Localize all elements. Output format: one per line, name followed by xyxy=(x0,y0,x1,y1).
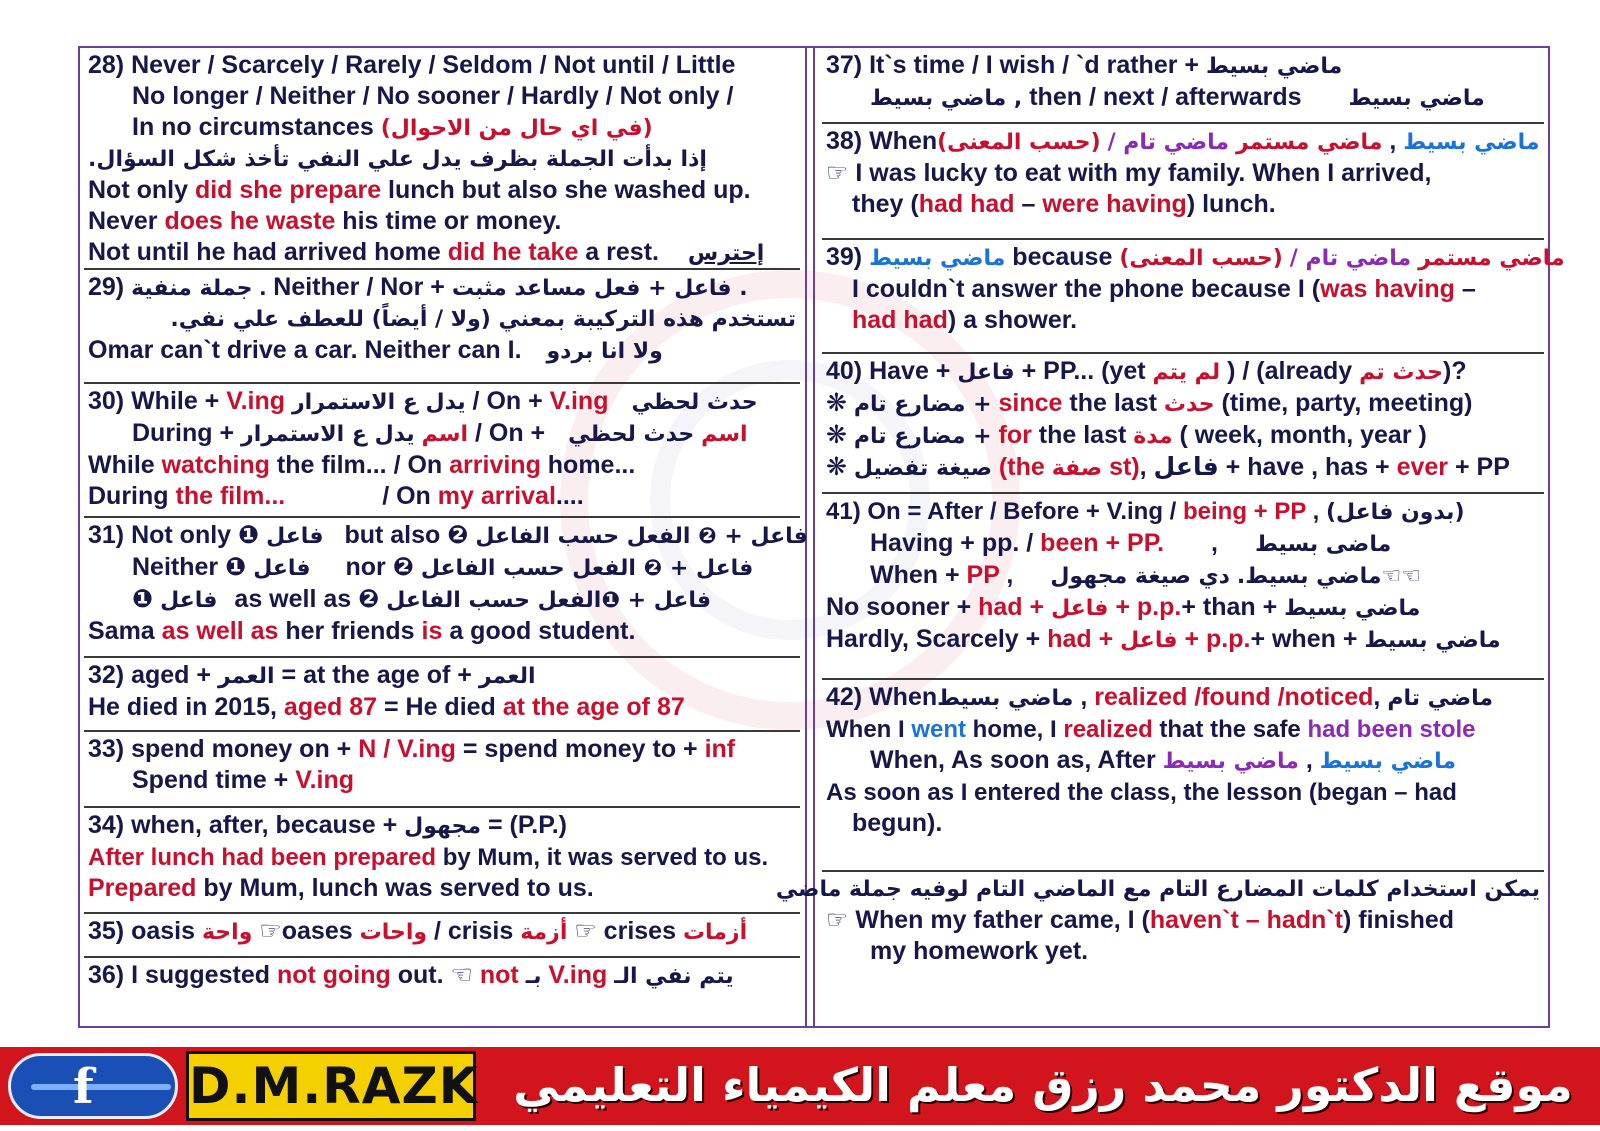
rule-32 xyxy=(84,658,800,732)
rule-36 xyxy=(84,958,800,1002)
rule-41 xyxy=(822,494,1544,680)
rule-42-example: When I went home, I realized that the safe had been stole xyxy=(826,716,1476,743)
rule-29-heading: 29) جملة منفية . Neither / Nor + فاعل + فعل مساعد مثبت . xyxy=(88,273,748,301)
rule-29-arabic-note: تستخدم هذه التركيبة بمعني (ولا / أيضاً) للعطف علي نفي. xyxy=(170,307,796,332)
rule-37-line1: 37) It`s time / I wish / `d rather + ماضي بسيط xyxy=(826,51,1343,79)
rule-32-example: He died in 2015, aged 87 = He died at the age of 87 xyxy=(88,693,685,721)
rule-30-line1: 30) While + V.ing يدل ع الاستمرار / On + V.ing حدث لحظي xyxy=(88,387,758,415)
rule-42-line3: When, As soon as, After ماضي بسيط , ماضي بسيط xyxy=(870,746,1456,774)
rule-28-line3: In no circumstances (في اي حال من الاحوال) xyxy=(132,113,653,141)
rule-29-example: Omar can`t drive a car. Neither can I. ولا انا بردو xyxy=(88,336,663,364)
rule-42-line1: 42) Whenماضي بسيط , realized /found /noticed, ماضي تام xyxy=(826,683,1494,711)
rule-30-example-2: During the film... / On my arrival.... xyxy=(88,482,584,510)
rule-41-line2: Having + pp. / been + PP. , ماضى بسيط xyxy=(870,529,1392,557)
rule-40-line1: 40) Have + فاعل + PP... (yet لم يتم ) / (already حدث تم)? xyxy=(826,357,1467,385)
rule-32-line1: 32) aged + العمر = at the age of + العمر xyxy=(88,661,536,689)
rule-31-line1: 31) Not only ❶ فاعل but also ❷ فاعل + ❷ الفعل حسب الفاعل xyxy=(88,521,808,549)
rule-35-line: 35) oasis واحة ☞oases واحات / crisis أزمة ☞ crises أزمات xyxy=(88,917,748,945)
rule-39-line1: 39) ماضي بسيط because ماضي مستمر ماضي تام / (حسب المعنى) xyxy=(826,243,1565,271)
rule-28-example-1: Not only did she prepare lunch but also she washed up. xyxy=(88,176,751,204)
rule-31-line3: ❶ فاعل as well as ❷ فاعل + ❶الفعل حسب الفاعل xyxy=(132,585,712,613)
rule-31 xyxy=(84,518,808,658)
rule-38-line1: 38) When ماضي بسيط , ماضي مستمر ماضي تام / (حسب المعنى) xyxy=(826,127,1540,155)
left-column xyxy=(84,48,808,1002)
rule-40-superlative: ❋ صيغة تفضيل (the صفة st), فاعل + have , has + ever + PP xyxy=(826,453,1510,481)
rule-38-example-2: they (had had – were having) lunch. xyxy=(852,190,1276,218)
rule-33 xyxy=(84,732,800,808)
rule-43-example-cont: my homework yet. xyxy=(870,937,1089,965)
rule-43-example: ☞ When my father came, I (haven`t – hadn`t) finished xyxy=(826,906,1455,934)
rule-41-line1: 41) On = After / Before + V.ing / being + PP , (بدون فاعل) xyxy=(826,498,1465,525)
rule-30 xyxy=(84,384,800,518)
footer-title: موقع الدكتور محمد رزق معلم الكيمياء التعليمي xyxy=(513,1058,1573,1112)
rule-33-line1: 33) spend money on + N / V.ing = spend money to + inf xyxy=(88,735,736,763)
brand-logo: D.M.RAZK xyxy=(186,1051,476,1121)
rule-37 xyxy=(822,48,1544,124)
rule-30-line2: During + اسم يدل ع الاستمرار / On + اسم حدث لحظي xyxy=(132,419,748,447)
facebook-icon[interactable] xyxy=(8,1053,178,1119)
rule-34-line1: 34) when, after, because + مجهول = (P.P.) xyxy=(88,811,567,839)
rule-30-example-1: While watching the film... / On arriving home... xyxy=(88,451,636,479)
rule-42 xyxy=(822,680,1544,872)
rule-35 xyxy=(84,914,800,958)
caution-note: إحترس xyxy=(687,241,765,266)
rule-34-example-2: Prepared by Mum, lunch was served to us. xyxy=(88,874,594,902)
rule-29 xyxy=(84,270,800,384)
footer-banner xyxy=(0,1047,1600,1125)
rule-39 xyxy=(822,240,1565,354)
rule-38-example-1: ☞ I was lucky to eat with my family. When I arrived, xyxy=(826,159,1432,187)
rule-33-line2: Spend time + V.ing xyxy=(132,766,355,794)
rule-34 xyxy=(84,808,800,914)
rule-28-example-2: Never does he waste his time or money. xyxy=(88,207,562,235)
rule-31-line2: Neither ❶ فاعل nor ❷ فاعل + ❷ الفعل حسب الفاعل xyxy=(132,553,754,581)
rule-39-example-1: I couldn`t answer the phone because I (was having – xyxy=(852,275,1476,303)
rule-38 xyxy=(822,124,1544,240)
rule-28-example-3: Not until he had arrived home did he take a rest. إحترس xyxy=(88,238,765,266)
rule-36-line: 36) I suggested not going out. ☜ not بـ V.ing يتم نفي الـ xyxy=(88,961,734,989)
rule-28 xyxy=(84,48,800,270)
rule-40-since: ❋ مضارع تام + since the last حدث (time, party, meeting) xyxy=(826,389,1473,417)
rule-41-hardly: Hardly, Scarcely + had + فاعل + p.p.+ when + ماضي بسيط xyxy=(826,625,1501,653)
rule-31-example: Sama as well as her friends is a good student. xyxy=(88,617,636,645)
rule-28-line2: No longer / Neither / No sooner / Hardly / Not only / xyxy=(132,82,734,110)
rule-41-line3: When + PP , ماضي بسيط. دي صيغة مجهول☜☜ xyxy=(870,561,1421,589)
rule-39-example-2: had had) a shower. xyxy=(852,306,1078,334)
rule-42-example-2-cont: begun). xyxy=(852,809,943,837)
rule-42-example-2: As soon as I entered the class, the lesson (began – had xyxy=(826,779,1457,806)
rule-28-heading: 28) Never / Scarcely / Rarely / Seldom / Not until / Little xyxy=(88,51,736,79)
rule-34-example-1: After lunch had been prepared by Mum, it was served to us. xyxy=(88,844,769,871)
rule-43-arabic-note: يمكن استخدام كلمات المضارع التام مع الماضي التام لوفيه جملة ماضي xyxy=(775,877,1540,902)
facebook-letter: f xyxy=(73,1059,94,1115)
rule-40-for: ❋ مضارع تام + for the last مدة ( week, month, year ) xyxy=(826,421,1427,449)
rule-41-no-sooner: No sooner + had + فاعل + p.p.+ than + ماضي بسيط xyxy=(826,593,1421,621)
right-column xyxy=(775,48,1565,982)
facebook-badge-stripe xyxy=(31,1084,171,1090)
rule-43 xyxy=(775,872,1544,982)
rule-28-arabic-note: إذا بدأت الجملة بظرف يدل علي النفي تأخذ شكل السؤال. xyxy=(88,147,707,172)
rule-40 xyxy=(822,354,1544,494)
rule-37-line2: ماضي بسيط , then / next / afterwards ماضي بسيط xyxy=(870,83,1485,111)
